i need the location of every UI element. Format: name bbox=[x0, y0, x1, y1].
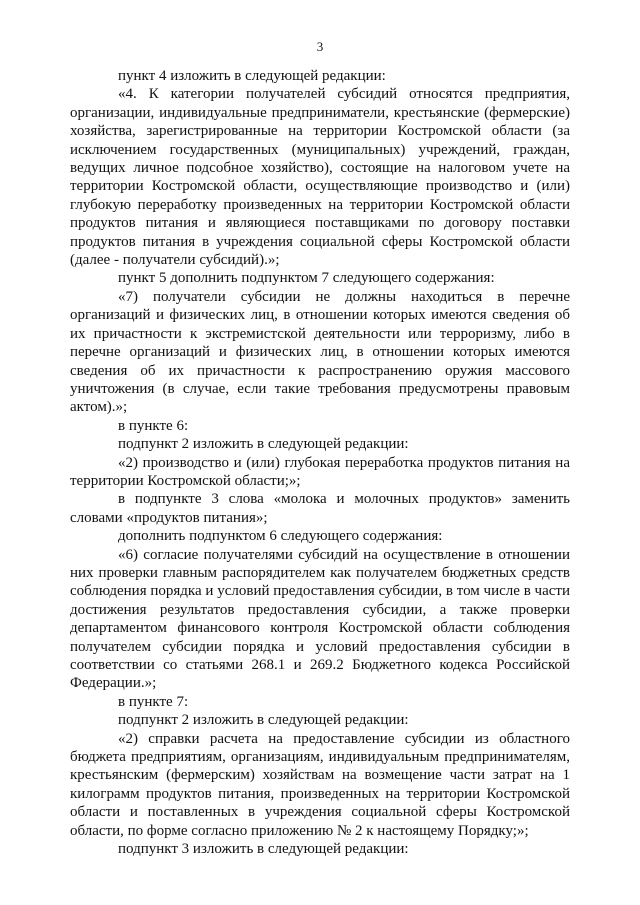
paragraph-3: пункт 5 дополнить подпунктом 7 следующего содержания: bbox=[118, 270, 495, 287]
paragraph-14: подпункт 3 изложить в следующей редакции: bbox=[118, 841, 409, 858]
paragraph-10: «6) согласие получателями субсидий на осуществление в отношении них проверки главным распорядителем как получателем бюджетных средств соблюдения порядка и условий предоставления субсидии, в том числе в части достижения результатов предоставления субсидии, а также проверки департаментом финансового контроля Костромской области соблюдения получателем субсидии порядка и условий предоставления субсидии в соответствии со статьями 268.1 и 269.2 Бюджетного кодекса Российской Федерации.»; bbox=[70, 546, 570, 692]
paragraph-1: пункт 4 изложить в следующей редакции: bbox=[118, 68, 386, 84]
paragraph-13: «2) справки расчета на предоставление субсидии из областного бюджета предприятиям, организациям, индивидуальным предпринимателям, крестьянским (фермерским) хозяйствам на возмещение части затрат на 1 килограмм продуктов питания, произведенных на территории Костромской области и поставленных в учреждения социальной сферы Костромской области, по форме согласно приложению № 2 к настоящему Порядку;»; bbox=[70, 730, 570, 839]
paragraph-5: в пункте 6: bbox=[118, 417, 189, 434]
paragraph-9: дополнить подпунктом 6 следующего содержания: bbox=[118, 528, 443, 545]
paragraph-11: в пункте 7: bbox=[118, 693, 189, 710]
paragraph-7: «2) производство и (или) глубокая переработка продуктов питания на территории Костромской области;»; bbox=[70, 454, 570, 489]
paragraph-6: подпункт 2 изложить в следующей редакции: bbox=[118, 436, 409, 453]
paragraph-2: «4. К категории получателей субсидий относятся предприятия, организации, индивидуальные предприниматели, крестьянские (фермерские) хозяйства, зарегистрированные на территории Костромской области (за исключением государственных (муниципальных) учреждений, граждан, ведущих личное подсобное хозяйство), состоящие на налоговом учете на территории Костромской области, осуществляющие производство и (или) глубокую переработку произведенных на территории Костромской области продуктов питания и являющиеся поставщиками по договору поставки продуктов питания в учреждения социальной сферы Костромской области (далее - получатели субсидий).»; bbox=[70, 86, 570, 269]
page-number: 3 bbox=[316, 39, 324, 54]
document-body bbox=[70, 67, 570, 858]
paragraph-4: «7) получатели субсидии не должны находиться в перечне организаций и физических лиц, в отношении которых имеются сведения об их причастности к экстремистской деятельности или терроризму, либо в перечне организаций и физических лиц, в отношении которых имеются сведения об их причастности к распространению оружия массового уничтожения (в случае, если такие требования предусмотрены правовым актом).»; bbox=[70, 288, 570, 416]
paragraph-8: в подпункте 3 слова «молока и молочных продуктов» заменить словами «продуктов питания»; bbox=[70, 491, 570, 526]
paragraph-12: подпункт 2 изложить в следующей редакции: bbox=[118, 712, 409, 729]
